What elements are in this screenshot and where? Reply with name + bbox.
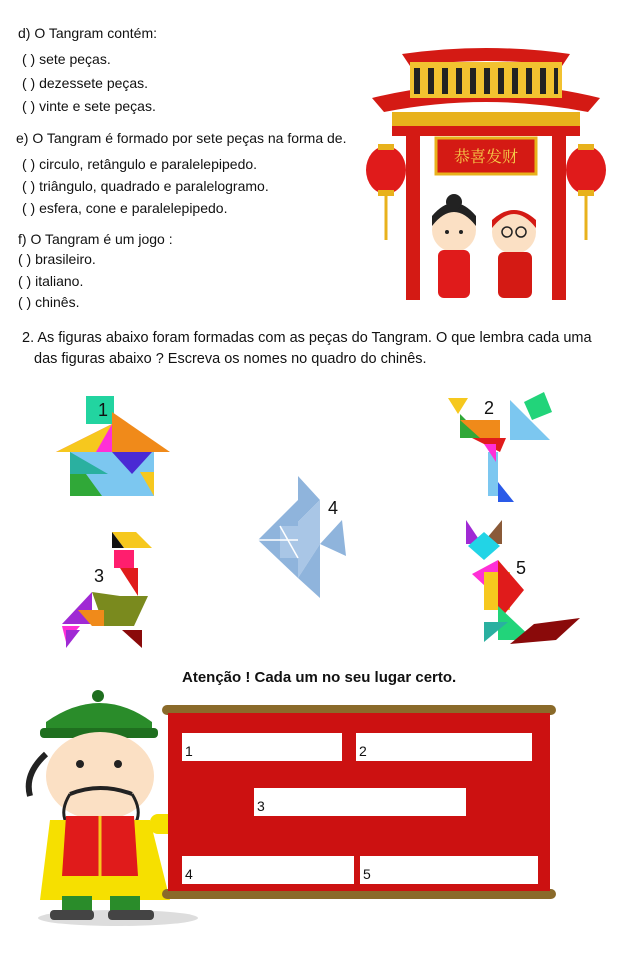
figure-2-number: 2 — [484, 398, 495, 418]
chinese-gate-illustration — [362, 40, 610, 308]
gate-beam — [392, 112, 580, 126]
question-d-option-2[interactable]: ( ) dezessete peças. — [22, 75, 149, 91]
question-e-option-1[interactable]: ( ) circulo, retângulo e paralelepipedo. — [22, 156, 258, 172]
tangram-figure-house — [52, 392, 174, 500]
question-f-option-2[interactable]: ( ) italiano. — [18, 273, 84, 289]
figure-3-number: 3 — [94, 566, 105, 586]
question-e-option-3[interactable]: ( ) esfera, cone e paralelepipedo. — [22, 200, 228, 216]
figure-5-number: 5 — [516, 558, 527, 578]
boy-character — [492, 210, 536, 298]
question-2-line-1: 2. As figuras abaixo foram formadas com as peças do Tangram. O que lembra cada uma — [22, 330, 592, 346]
answer-box-2-number: 2 — [359, 743, 367, 759]
answer-box-1-number: 1 — [185, 743, 193, 759]
tangram-figure-fish — [254, 474, 362, 600]
answer-box-5-number: 5 — [363, 866, 371, 882]
answer-box-3-number: 3 — [257, 798, 265, 814]
question-e-label: e) O Tangram é formado por sete peças na forma de. — [16, 130, 347, 146]
answer-box-4-number: 4 — [185, 866, 193, 882]
figure-4-number: 4 — [328, 498, 339, 518]
tangram-figure-2 — [444, 392, 556, 504]
question-2-line-2: das figuras abaixo ? Escreva os nomes no quadro do chinês. — [34, 351, 427, 367]
question-f-label: f) O Tangram é um jogo : — [18, 231, 173, 247]
answer-box-3[interactable] — [254, 788, 466, 816]
tangram-figure-3 — [58, 526, 164, 650]
figure-1-number: 1 — [98, 400, 109, 420]
question-d-option-3[interactable]: ( ) vinte e sete peças. — [22, 98, 156, 114]
lantern-left — [366, 146, 406, 194]
answer-box-1[interactable] — [182, 733, 342, 761]
answer-box-4[interactable] — [182, 856, 354, 884]
gate-pillar-left — [406, 136, 420, 300]
tangram-figure-cat — [464, 518, 582, 650]
lantern-right — [566, 146, 606, 194]
gate-sign-text: 恭喜发财 — [453, 147, 519, 166]
question-f-option-1[interactable]: ( ) brasileiro. — [18, 251, 96, 267]
question-e-option-2[interactable]: ( ) triângulo, quadrado e paralelogramo. — [22, 178, 269, 194]
answer-box-5[interactable] — [360, 856, 538, 884]
girl-character — [432, 194, 476, 298]
gate-pillar-right — [552, 136, 566, 300]
question-f-option-3[interactable]: ( ) chinês. — [18, 294, 80, 310]
answer-box-2[interactable] — [356, 733, 532, 761]
question-d-label: d) O Tangram contém: — [18, 25, 158, 41]
attention-heading: Atenção ! Cada um no seu lugar certo. — [182, 669, 457, 686]
question-d-option-1[interactable]: ( ) sete peças. — [22, 51, 111, 67]
